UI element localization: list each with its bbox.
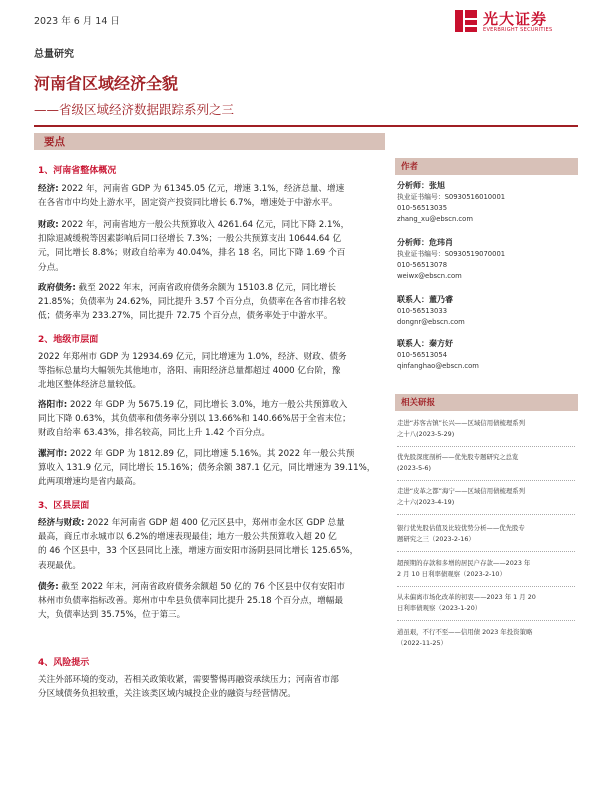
analyst-phone: 010-56513078: [397, 260, 448, 269]
analyst-cert: 执业证书编号：S0930516010001: [397, 193, 506, 201]
research-title: 走进“皮革之都”海宁——区域信用债梳理系列: [397, 487, 526, 495]
para-label: 洛阳市:: [38, 400, 68, 410]
text-line: 在各省市中均处上游水平，固定资产投资同比增长 6.7%，增速处于中游水平。: [38, 198, 338, 209]
research-divider: [397, 620, 575, 621]
highlights-label: 要点: [44, 136, 65, 148]
research-date: （2022-11-25）: [397, 639, 447, 647]
research-date: 2 月 10 日利率债观察（2023-2-10）: [397, 570, 506, 578]
analyst-1: [397, 180, 577, 224]
related-research-bar: [395, 394, 578, 411]
section-3-heading: 3、区县层面: [38, 501, 90, 511]
text-line: 截至 2022 年末，河南省政府债务余额超 50 亿的 76 个区县中仅有安阳市: [58, 582, 345, 592]
research-title: 走进“苏客古镇”长兴——区域信用债梳理系列: [397, 419, 526, 427]
authors-bar: [395, 158, 578, 175]
text-line: 截至 2022 年末，河南省政府债务余额为 15103.8 亿元，同比增长: [75, 283, 336, 293]
research-item[interactable]: [397, 592, 575, 614]
highlights-bar: [34, 133, 385, 150]
research-divider: [397, 551, 575, 552]
section-2-luoyang: [38, 398, 385, 441]
section-4-heading: 4、风险提示: [38, 658, 90, 668]
research-title: 银行优先股估值及比较优势分析——优先股专: [397, 524, 525, 532]
text-line: 关注外部环境的变动，若相关政策收紧，需要警惕再融资承续压力；河南省市部: [38, 675, 339, 685]
logo-name: 光大证券: [483, 10, 548, 28]
text-line: 元，同比增长 8.8%；财政自给率为 40.04%，排名 18 名，同比下降 1.69 个百: [38, 248, 346, 259]
contact-email[interactable]: dongnr@ebscn.com: [397, 317, 465, 326]
analyst-name: 分析师：张旭: [397, 181, 445, 190]
research-item[interactable]: [397, 627, 575, 649]
analyst-name: 分析师：危玮肖: [397, 238, 453, 247]
analyst-email[interactable]: weiwx@ebscn.com: [397, 271, 462, 280]
research-date: 之十八(2023-5-29): [397, 430, 455, 438]
research-divider: [397, 514, 575, 515]
text-line: 分点。: [38, 262, 64, 273]
contact-name: 联系人：秦方好: [397, 339, 453, 348]
research-title: 超预期的存款和多增的居民户存款——2023 年: [397, 559, 531, 567]
section-4-risk: [38, 673, 385, 701]
para-label: 漯河市:: [38, 449, 68, 459]
text-line: 同比下降 0.63%，其负债率和债务率分别以 13.66%和 140.66%居于全省末位；: [38, 414, 351, 425]
text-line: 算收入 131.9 亿元，同比增长 15.16%；债务余额 387.1 亿元，同比增速为 39.11%，: [38, 463, 376, 474]
research-divider: [397, 586, 575, 587]
report-title: 河南省区域经济全貌: [34, 74, 179, 93]
related-research-label: 相关研报: [401, 398, 436, 408]
section-1-debt: [38, 281, 385, 324]
text-line: 扣除退减缓税等因素影响后同口径增长 7.3%；一般公共预算支出 10644.64 亿: [38, 234, 342, 245]
research-item[interactable]: [397, 558, 575, 580]
research-date: (2023-5-6): [397, 464, 431, 472]
text-line: 2022 年河南省 GDP 超 400 亿元区县中，郑州市金水区 GDP 总量: [84, 518, 345, 528]
research-date: 题研究之三（2023-2-16）: [397, 535, 475, 543]
contact-2: [397, 338, 577, 372]
section-1-economy: [38, 182, 385, 210]
section-2-overview: [38, 350, 385, 393]
contact-1: [397, 294, 577, 328]
text-line: 大，负债率达到 35.75%，位于第三。: [38, 610, 186, 621]
text-line: 2022 年 GDP 为 1812.89 亿，同比增速 5.16%。其 2022 年一般公共预: [67, 449, 355, 459]
research-item[interactable]: [397, 486, 575, 508]
para-label: 财政:: [38, 220, 59, 230]
logo-subtitle: EVERBRIGHT SECURITIES: [483, 27, 553, 33]
section-3-debt: [38, 580, 385, 623]
text-line: 此两项增速均是省内最高。: [38, 477, 142, 488]
text-line: 分区域债务负担较重，关注该类区域内城投企业的融资与经营情况。: [38, 689, 296, 700]
contact-phone: 010-56513054: [397, 351, 448, 359]
text-line: 2022 年郑州市 GDP 为 12934.69 亿元，同比增速为 1.0%，经济、财政、债务: [38, 352, 347, 362]
text-line: 林州市负债率指标改善。郑州市中牟县负债率同比提升 25.18 个百分点，增幅最: [38, 596, 344, 607]
section-1-fiscal: [38, 218, 385, 275]
research-item[interactable]: [397, 452, 575, 474]
para-label: 政府债务:: [38, 283, 76, 293]
everbright-logo-icon: [453, 8, 479, 34]
text-line: 北地区整体经济总量较低。: [38, 380, 142, 391]
section-1-heading: 1、河南省整体概况: [38, 166, 117, 176]
research-date: 日利率债观察（2023-1-20）: [397, 604, 482, 612]
research-divider: [397, 480, 575, 481]
analyst-2: [397, 237, 577, 281]
brand-logo: [453, 8, 578, 38]
text-line: 等指标总量均大幅领先其他地市，洛阳、南阳经济总量都超过 4000 亿台阶，豫: [38, 366, 341, 377]
para-label: 经济与财政:: [38, 518, 85, 528]
research-title: 优先股深度剖析——优先股专题研究之总览: [397, 453, 519, 461]
text-line: 21.85%；负债率为 24.62%，同比提升 3.57 个百分点，负债率在各省市排名较: [38, 297, 346, 308]
section-2-heading: 2、地级市层面: [38, 335, 99, 345]
report-subtitle: ——省级区域经济数据跟踪系列之三: [34, 102, 235, 117]
text-line: 最高，商丘市永城市以 6.2%的增速表现最佳；地方一般公共预算收入超 20 亿: [38, 532, 337, 543]
research-date: 之十六(2023-4-19): [397, 498, 455, 506]
text-line: 2022 年，河南省 GDP 为 61345.05 亿元，增速 3.1%，经济总量、增速: [58, 184, 345, 194]
research-item[interactable]: [397, 523, 575, 545]
report-type: 总量研究: [34, 49, 74, 60]
research-item[interactable]: [397, 418, 575, 440]
authors-label: 作者: [401, 162, 419, 172]
section-2-luohe: [38, 447, 385, 490]
title-divider: [34, 125, 578, 127]
text-line: 的 46 个区县中，33 个区县同比上涨，增速方面安阳市汤阴县同比增长 125.65%，: [38, 546, 359, 557]
research-divider: [397, 446, 575, 447]
analyst-email[interactable]: zhang_xu@ebscn.com: [397, 214, 473, 223]
research-title: 从未偏离市场化改革的初衷——2023 年 1 月 20: [397, 593, 536, 601]
text-line: 2022 年，河南省地方一般公共预算收入 4261.64 亿元，同比下降 2.1%，: [58, 220, 350, 230]
text-line: 财政自给率 63.43%，排名较高，同比上升 1.42 个百分点。: [38, 428, 270, 439]
contact-email[interactable]: qinfanghao@ebscn.com: [397, 361, 479, 370]
text-line: 2022 年 GDP 为 5675.19 亿，同比增长 3.0%，地方一般公共预算收入: [67, 400, 348, 410]
text-line: 低；债务率为 233.27%，同比提升 72.75 个百分点，债务率处于中游水平。: [38, 311, 333, 322]
para-label: 债务:: [38, 582, 59, 592]
text-line: 表现最优。: [38, 560, 81, 571]
analyst-phone: 010-56513035: [397, 203, 448, 212]
section-3-economy-fiscal: [38, 516, 385, 573]
para-label: 经济:: [38, 184, 59, 194]
contact-phone: 010-56513033: [397, 307, 448, 315]
analyst-cert: 执业证书编号：S0930519070001: [397, 250, 506, 258]
contact-name: 联系人：董乃睿: [397, 295, 453, 304]
report-date: 2023 年 6 月 14 日: [34, 16, 120, 27]
research-title: 道虽艰，不行不至——信用债 2023 年投资策略: [397, 628, 533, 636]
